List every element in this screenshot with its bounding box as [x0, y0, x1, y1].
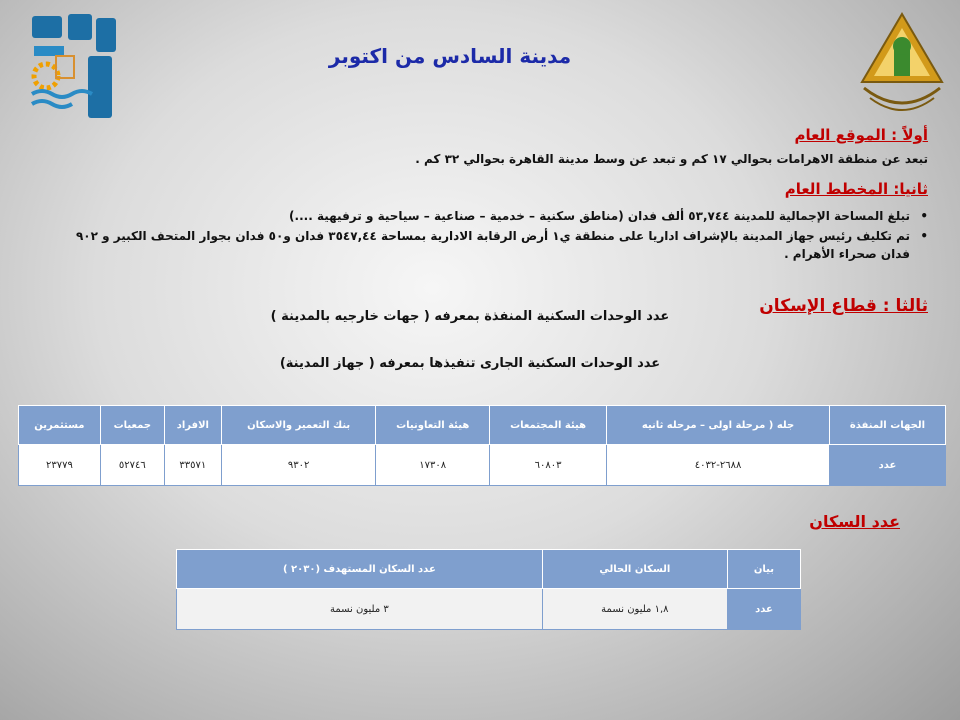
- table-cell: ١٧٣٠٨: [376, 445, 489, 486]
- table-cell: ٢٣٧٧٩: [19, 445, 101, 486]
- bullet-icon: •: [920, 209, 928, 223]
- table-header: جله ( مرحلة اولى – مرحله ثانيه: [607, 406, 830, 445]
- location-text: تبعد عن منطقة الاهرامات بحوالي ١٧ كم و تبعد عن وسط مدينة القاهرة بحوالي ٣٢ كم .: [415, 152, 928, 166]
- table-header-row: [19, 406, 946, 445]
- bullet-text: تبلغ المساحة الإجمالية للمدينة ٥٣,٧٤٤ ألف فدان (مناطق سكنية – خدمية – صناعية – سياحية و ترفيهية ....): [289, 209, 910, 223]
- plan-heading: ثانيا: المخطط العام: [784, 180, 928, 198]
- housing-table: [18, 405, 946, 486]
- bullet-text: تم تكليف رئيس جهاز المدينة بالإشراف اداريا على منطقة ي١ أرض الرقابة الادارية بمساحة ٣٥٤٧,٤٤ فدان و٥٠ فدان بجوار المتحف الكبير و ٩٠٢ فدان صحراء الأهرام .: [75, 229, 910, 261]
- table-row: [177, 589, 801, 630]
- table-header: عدد السكان المستهدف (٢٠٣٠ ): [177, 550, 543, 589]
- location-heading: أولاً : الموقع العام: [794, 126, 928, 144]
- ministry-logo: [856, 10, 948, 120]
- page-title: مدينة السادس من اكتوبر: [328, 44, 572, 68]
- table-cell: ٣٣٥٧١: [164, 445, 221, 486]
- bullet-icon: •: [920, 229, 928, 243]
- table-cell: ٩٣٠٢: [221, 445, 376, 486]
- table-cell: ٣ مليون نسمة: [177, 589, 543, 630]
- population-table: [176, 549, 801, 630]
- table-header: هيئة المجتمعات: [489, 406, 606, 445]
- table-cell: عدد: [727, 589, 800, 630]
- table-header: الجهات المنفذة: [829, 406, 945, 445]
- table-header: الافراد: [164, 406, 221, 445]
- table-cell: ٥٢٧٤٦: [100, 445, 164, 486]
- list-item: [48, 207, 928, 225]
- table-cell: ٦٠٨٠٣: [489, 445, 606, 486]
- table-header-row: [177, 550, 801, 589]
- table-header: مستثمرين: [19, 406, 101, 445]
- table-header: بيان: [727, 550, 800, 589]
- housing-line-agency: عدد الوحدات السكنية الجارى تنفيذها بمعرفه ( جهاز المدينة): [279, 356, 661, 371]
- table-header: بنك التعمير والاسكان: [221, 406, 376, 445]
- table-header: جمعيات: [100, 406, 164, 445]
- housing-line-external: عدد الوحدات السكنية المنفذة بمعرفه ( جهات خارجيه بالمدينة ): [270, 309, 670, 324]
- table-header: هيئة التعاونيات: [376, 406, 489, 445]
- table-row: [19, 445, 946, 486]
- table-cell: عدد: [829, 445, 945, 486]
- city-logo: [28, 12, 120, 124]
- table-header: السكان الحالي: [542, 550, 727, 589]
- population-heading: عدد السكان: [809, 512, 900, 531]
- housing-heading: ثالثا : قطاع الإسكان: [759, 296, 928, 316]
- list-item: [48, 227, 928, 263]
- table-cell: ٢٦٨٨-٤٠٣٢: [607, 445, 830, 486]
- table-cell: ١,٨ مليون نسمة: [542, 589, 727, 630]
- plan-bullets: [48, 207, 928, 265]
